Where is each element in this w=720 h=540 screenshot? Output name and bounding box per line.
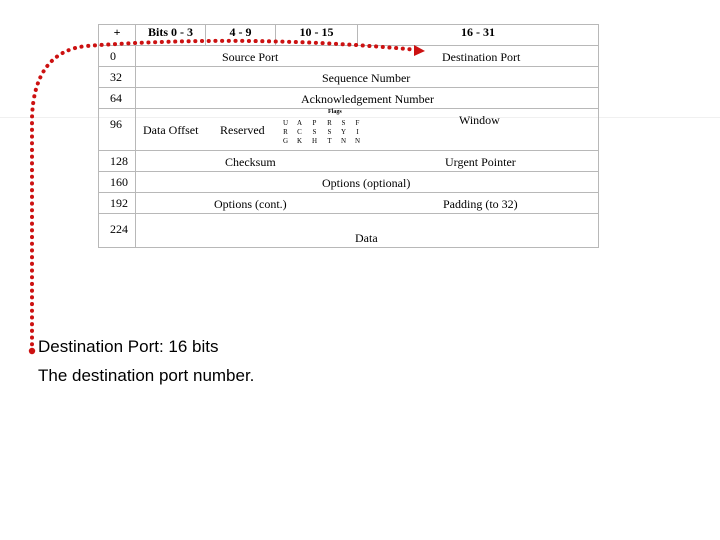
- window-field[interactable]: Window: [459, 113, 500, 127]
- flags-title: Flags: [328, 109, 342, 115]
- data-offset-field[interactable]: Data Offset: [143, 123, 199, 137]
- row-0: [99, 46, 599, 67]
- sequence-number-field[interactable]: Sequence Number: [322, 71, 411, 85]
- flag-rst[interactable]: R S T: [327, 119, 332, 145]
- row-offset: 192: [99, 193, 136, 214]
- checksum-field[interactable]: Checksum: [225, 155, 276, 169]
- header-row: [99, 25, 599, 46]
- header-bits-4-9: 4 - 9: [206, 25, 276, 46]
- header-bits-0-3: Bits 0 - 3: [136, 25, 206, 46]
- urgent-pointer-field[interactable]: Urgent Pointer: [445, 155, 516, 169]
- flag-fin[interactable]: F I N: [354, 119, 361, 145]
- field-description: [38, 337, 254, 386]
- row-offset: 128: [99, 151, 136, 172]
- padding-field[interactable]: Padding (to 32): [443, 197, 518, 211]
- row-96-fields: [136, 109, 599, 151]
- flag-urg[interactable]: U R G: [282, 119, 289, 145]
- source-port-field[interactable]: Source Port: [222, 50, 279, 64]
- row-offset: 160: [99, 172, 136, 193]
- row-32-fields: [136, 67, 599, 88]
- row-offset: 64: [99, 88, 136, 109]
- row-128: [99, 151, 599, 172]
- caption-title: Destination Port: 16 bits: [38, 337, 219, 356]
- row-0-fields: [136, 46, 599, 67]
- row-64-fields: [136, 88, 599, 109]
- row-192-fields: [136, 193, 599, 214]
- destination-port-field[interactable]: Destination Port: [442, 50, 521, 64]
- row-192: [99, 193, 599, 214]
- header-plus: +: [99, 25, 136, 46]
- row-96: [99, 109, 599, 151]
- caption-body: The destination port number.: [38, 366, 255, 385]
- callout-start-dot: [29, 348, 35, 354]
- flag-syn[interactable]: S Y N: [340, 119, 347, 145]
- row-offset: 0: [99, 46, 136, 67]
- row-160: [99, 172, 599, 193]
- row-224-fields: [136, 214, 599, 248]
- row-32: [99, 67, 599, 88]
- row-128-fields: [136, 151, 599, 172]
- header-bits-10-15: 10 - 15: [276, 25, 358, 46]
- header-bits-16-31: 16 - 31: [358, 25, 599, 46]
- options-cont-field[interactable]: Options (cont.): [214, 197, 287, 211]
- flag-psh[interactable]: P S H: [311, 119, 318, 145]
- ack-number-field[interactable]: Acknowledgement Number: [301, 92, 434, 106]
- row-offset: 96: [99, 109, 136, 151]
- row-64: [99, 88, 599, 109]
- row-offset: 224: [99, 214, 136, 248]
- flag-ack[interactable]: A C K: [296, 119, 303, 145]
- reserved-field[interactable]: Reserved: [220, 123, 265, 137]
- data-field[interactable]: Data: [355, 231, 378, 245]
- options-field[interactable]: Options (optional): [322, 176, 411, 190]
- row-offset: 32: [99, 67, 136, 88]
- row-224: [99, 214, 599, 248]
- tcp-header-table: [98, 24, 599, 248]
- row-160-fields: [136, 172, 599, 193]
